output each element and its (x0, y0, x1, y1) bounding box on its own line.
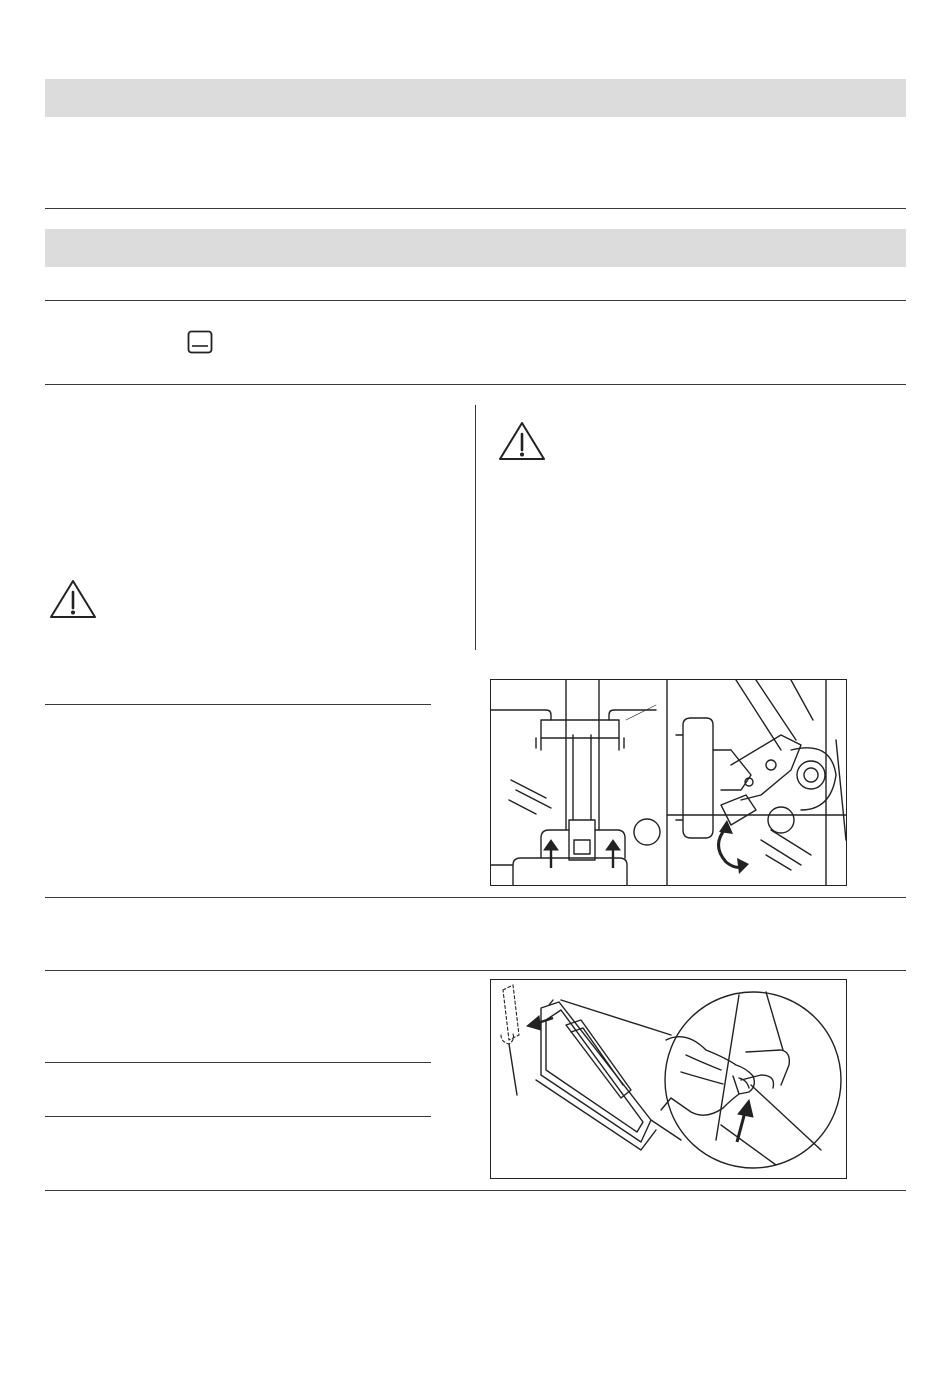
table-row-rule (45, 1062, 431, 1063)
divider-rule (45, 300, 906, 301)
column-divider (475, 405, 476, 650)
table-row-rule (45, 1116, 431, 1117)
table-row-rule (45, 704, 431, 705)
divider-rule (45, 970, 906, 971)
warning-triangle-icon (48, 578, 98, 620)
divider-rule (45, 897, 906, 898)
section-header-band-2 (45, 229, 906, 267)
divider-rule (45, 384, 906, 385)
warning-triangle-icon (497, 420, 547, 462)
door-glass-removal-illustration (490, 979, 847, 1179)
divider-rule (45, 1190, 906, 1191)
section-header-band-1 (45, 79, 906, 117)
door-hinge-illustration (490, 679, 847, 886)
divider-rule (45, 208, 906, 209)
oven-light-symbol-icon (187, 330, 213, 354)
